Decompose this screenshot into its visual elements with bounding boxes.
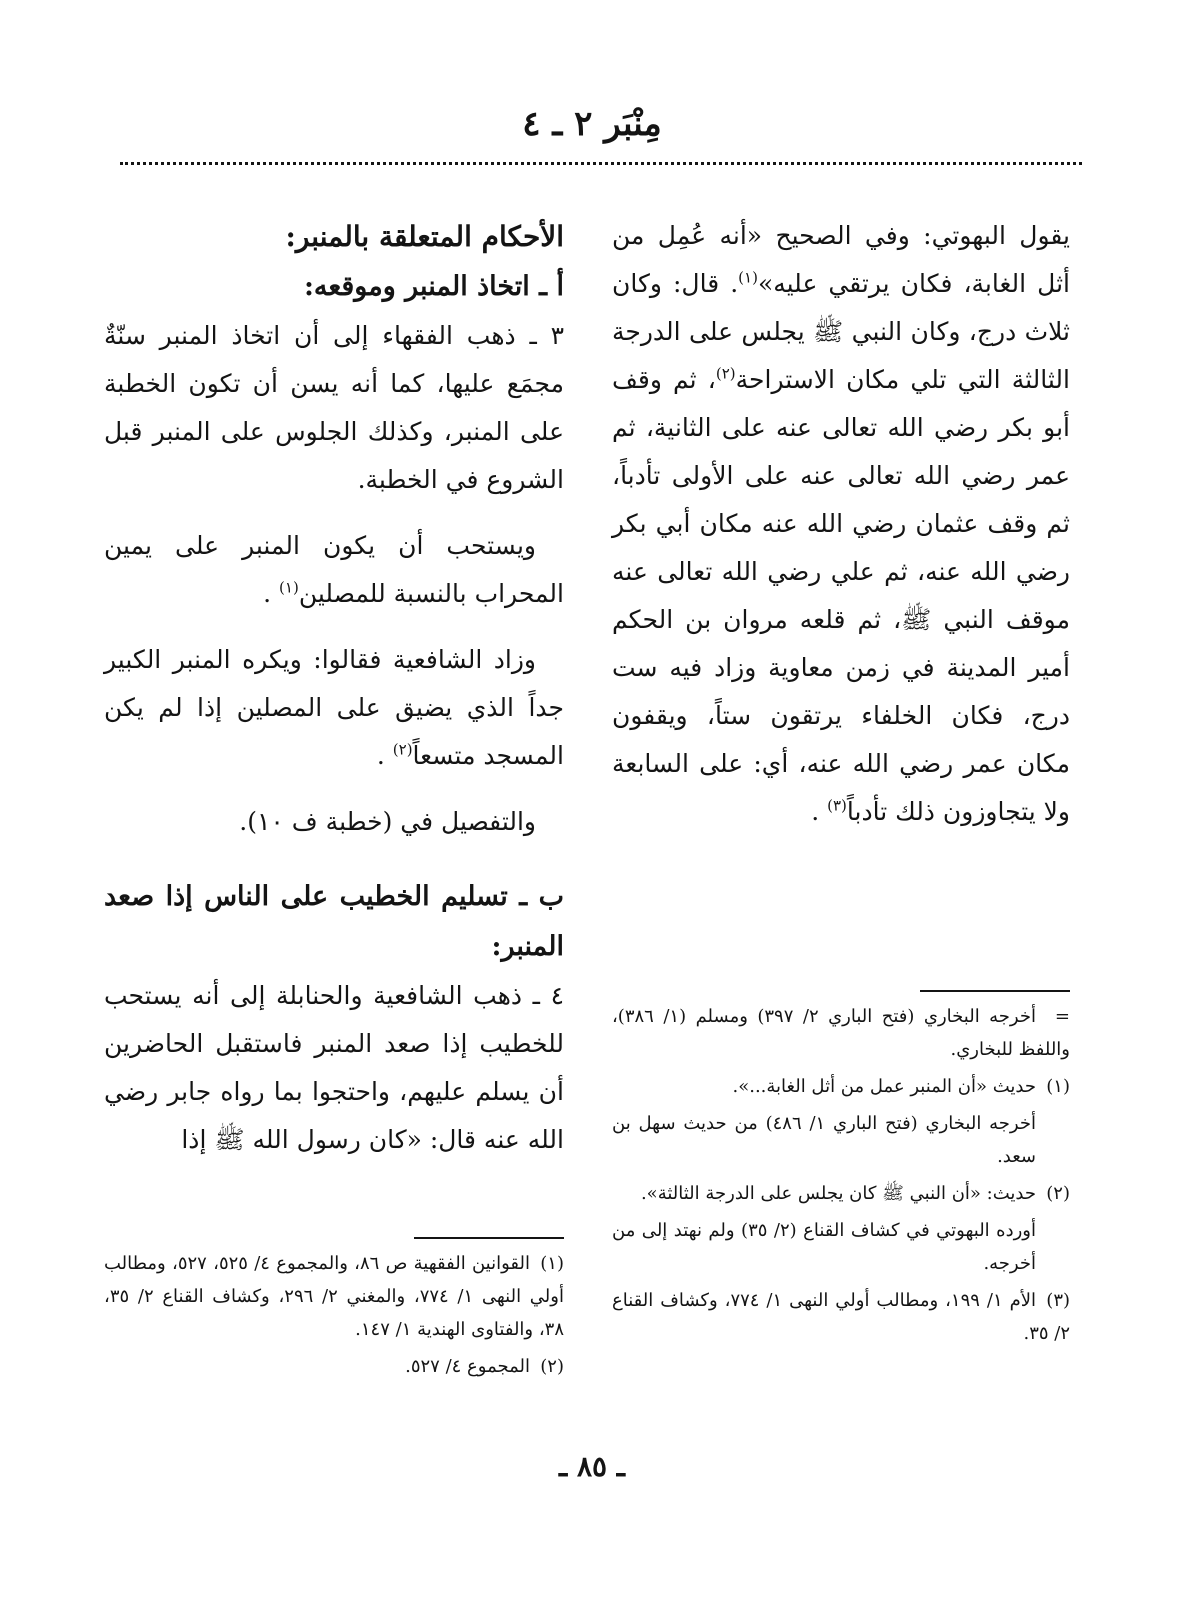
- footnote-number: (١): [1046, 1076, 1070, 1097]
- section-heading-rulings: الأحكام المتعلقة بالمنبر:: [285, 220, 564, 253]
- footnote-ref-3: (٣): [827, 796, 847, 815]
- shafii-text-end: .: [376, 741, 385, 770]
- recommended-position-text: ويستحب أن يكون المنبر على يمين المحراب بالنسبة للمصلين: [104, 531, 564, 608]
- footnote-left-1: [104, 1247, 564, 1346]
- buhuti-quote-text: يقول البهوتي: وفي الصحيح «أنه عُمِل من أثل الغابة، فكان يرتقي عليه»: [612, 221, 1070, 298]
- footnote-title: حديث: «أن النبي ﷺ كان يجلس على الدرجة الثالثة».: [640, 1183, 1036, 1204]
- footnote-separator-left: [414, 1237, 564, 1239]
- header-dotted-rule: [120, 162, 1082, 165]
- paragraph-shafii: [104, 636, 564, 780]
- continuation-marker: =: [1054, 1006, 1070, 1027]
- footnote-separator-right: [920, 990, 1070, 992]
- footnote-right-3: [612, 1284, 1070, 1350]
- subheading-khatib-greeting: ب ـ تسليم الخطيب على الناس إذا صعد المنبر:: [104, 881, 564, 962]
- subheading-taking-minbar: أ ـ اتخاذ المنبر وموقعه:: [303, 271, 564, 302]
- running-header: مِنْبَر ٢ ـ ٤: [522, 104, 662, 144]
- footnote-ref-1: (١): [738, 268, 758, 287]
- footnote-title: حديث «أن المنبر عمل من أثل الغابة...».: [732, 1076, 1036, 1097]
- paragraph-recommended-position: [104, 522, 564, 618]
- right-column: [612, 212, 1070, 836]
- footnote-ref-left-2: (٢): [392, 740, 413, 759]
- footnote-right-2: [612, 1177, 1070, 1210]
- right-footnotes: [612, 990, 1070, 1354]
- page-number: ـ ٨٥ ـ: [559, 1450, 625, 1483]
- footnote-number: (٣): [1046, 1290, 1071, 1311]
- footnote-ref-left-1: (١): [279, 578, 299, 597]
- paragraph-details-reference: والتفصيل في (خطبة ف ١٠).: [239, 807, 536, 836]
- footnote-right-2-text: أورده البهوتي في كشاف القناع (٢/ ٣٥) ولم نهتد إلى من أخرجه.: [612, 1220, 1036, 1274]
- right-column-paragraph: [612, 212, 1070, 836]
- footnote-number: (٢): [1046, 1183, 1070, 1204]
- shafii-text: وزاد الشافعية فقالوا: ويكره المنبر الكبير جداً الذي يضيق على المصلين إذا لم يكن المسجد متسعاً: [104, 645, 564, 770]
- footnote-continued-text: أخرجه البخاري (فتح الباري ٢/ ٣٩٧) ومسلم (١/ ٣٨٦)، واللفظ للبخاري.: [612, 1006, 1070, 1060]
- footnote-left-2: [104, 1350, 564, 1383]
- buhuti-text-end: .: [811, 797, 820, 826]
- left-column: [104, 212, 564, 1182]
- footnote-text: المجموع ٤/ ٥٢٧.: [405, 1356, 530, 1377]
- footnote-number: (١): [540, 1253, 564, 1274]
- left-footnotes: [104, 1237, 564, 1387]
- paragraph-3: ٣ ـ ذهب الفقهاء إلى أن اتخاذ المنبر سنّةٌ مجمَع عليها، كما أنه يسن أن تكون الخطبة على المنبر، وكذلك الجلوس على المنبر قبل الشروع في الخطبة.: [104, 321, 564, 494]
- footnote-right-1-text: أخرجه البخاري (فتح الباري ١/ ٤٨٦) من حديث سهل بن سعد.: [612, 1113, 1036, 1167]
- footnote-ref-2: (٢): [715, 364, 736, 383]
- footnote-number: (٢): [540, 1356, 564, 1377]
- buhuti-text-continued: . قال: وكان ثلاث درج، وكان النبي ﷺ يجلس على الدرجة الثالثة التي تلي مكان الاستراحة: [612, 269, 1070, 394]
- footnote-text: الأم ١/ ١٩٩، ومطالب أولي النهى ١/ ٧٧٤، وكشاف القناع ٢/ ٣٥.: [612, 1290, 1070, 1344]
- recommended-position-end: .: [263, 579, 272, 608]
- paragraph-4: ٤ ـ ذهب الشافعية والحنابلة إلى أنه يستحب للخطيب إذا صعد المنبر فاستقبل الحاضرين أن يسلم عليهم، واحتجوا بما رواه جابر رضي الله عنه قال: «كان رسول الله ﷺ إذا: [104, 981, 564, 1154]
- buhuti-text-continued-2: ، ثم وقف أبو بكر رضي الله تعالى عنه على الثانية، ثم عمر رضي الله تعالى عنه على الأولى تأدباً، ثم وقف عثمان رضي الله عنه مكان أبي بكر رضي الله عنه، ثم علي رضي الله تعالى عنه موقف النبي ﷺ، ثم قلعه مروان بن الحكم أمير المدينة في زمن معاوية وزاد فيه ست درج، فكان الخلفاء يرتقون ستاً، ويقفون مكان عمر رضي الله عنه، أي: على السابعة ولا يتجاوزون ذلك تأدباً: [612, 365, 1070, 826]
- footnote-text: القوانين الفقهية ص ٨٦، والمجموع ٤/ ٥٢٥، ٥٢٧، ومطالب أولي النهى ١/ ٧٧٤، والمغني ٢/ ٢٩٦، وكشاف القناع ٢/ ٣٥، ٣٨، والفتاوى الهندية ١/ ١٤٧.: [104, 1253, 564, 1340]
- footnote-continued: [612, 1000, 1070, 1066]
- footnote-right-1: [612, 1070, 1070, 1103]
